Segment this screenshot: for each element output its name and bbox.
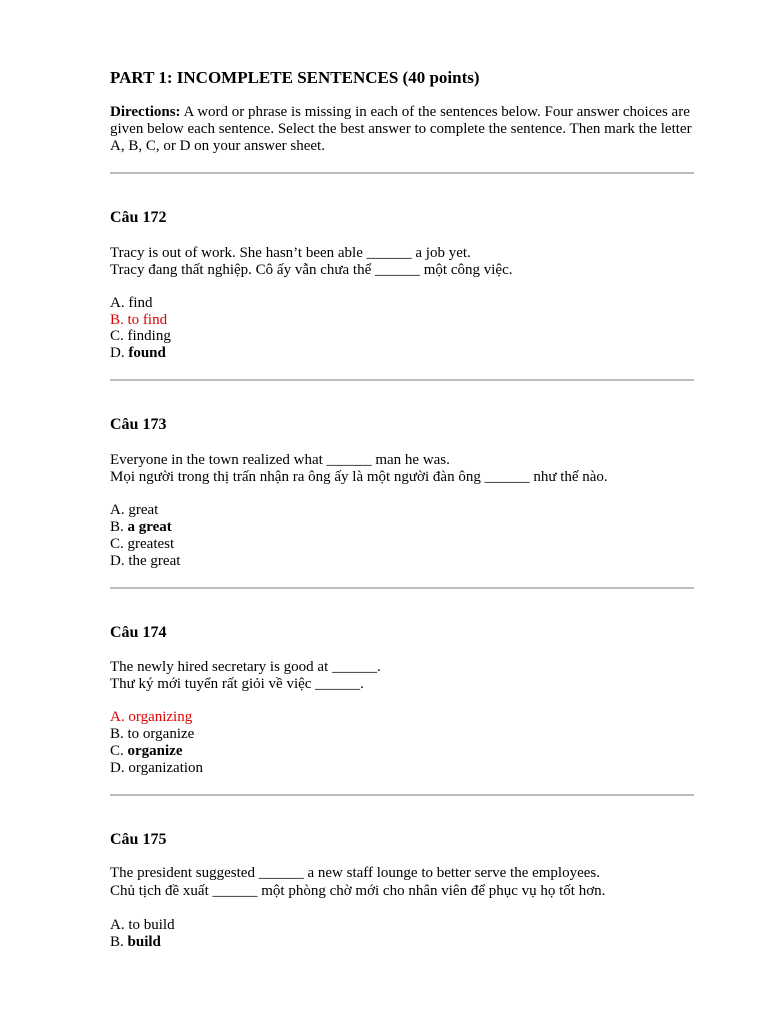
question-174-option-c: C. organize <box>110 743 183 759</box>
question-173-option-b: B. a great <box>110 519 172 535</box>
question-175-vietnamese: Chủ tịch đề xuất ______ một phòng chờ mới cho nhân viên để phục vụ họ tốt hơn. <box>110 883 606 899</box>
question-174-english: The newly hired secretary is good at ______. <box>110 659 381 675</box>
question-173-vietnamese: Mọi người trong thị trấn nhận ra ông ấy là một người đàn ông ______ như thế nào. <box>110 469 608 485</box>
question-174-option-d: D. organization <box>110 760 204 776</box>
question-175-heading: Câu 175 <box>110 831 167 848</box>
question-173-option-a: A. great <box>110 502 159 518</box>
question-172-english: Tracy is out of work. She hasn’t been able ______ a job yet. <box>110 245 471 261</box>
section-divider <box>110 379 694 381</box>
question-174-option-a: A. organizing <box>110 709 193 725</box>
question-174-option-b: B. to organize <box>110 726 195 742</box>
question-173-option-c: C. greatest <box>110 536 175 552</box>
question-172-option-b: B. to find <box>110 312 168 328</box>
section-divider <box>110 587 694 589</box>
directions-label: Directions: <box>110 104 181 120</box>
question-173-english: Everyone in the town realized what ______ man he was. <box>110 452 450 468</box>
directions-paragraph <box>110 104 700 155</box>
section-divider <box>110 794 694 796</box>
question-172-option-d: D. found <box>110 345 166 361</box>
directions-text: A word or phrase is missing in each of the sentences below. Four answer choices are given below each sentence. Select the best answer to complete the sentence. Then mark the letter A, B, C, or D on your answer sheet. <box>110 104 692 154</box>
question-174-vietnamese: Thư ký mới tuyển rất giỏi về việc ______. <box>110 676 364 692</box>
question-172-heading: Câu 172 <box>110 209 167 226</box>
question-174-heading: Câu 174 <box>110 624 167 641</box>
question-175-option-b: B. build <box>110 934 161 950</box>
section-divider <box>110 172 694 174</box>
question-172-vietnamese: Tracy đang thất nghiệp. Cô ấy vẫn chưa thể ______ một công việc. <box>110 262 513 278</box>
question-175-english: The president suggested ______ a new staff lounge to better serve the employees. <box>110 865 600 881</box>
question-175-option-a: A. to build <box>110 917 175 933</box>
question-172-option-c: C. finding <box>110 328 171 344</box>
question-172-option-a: A. find <box>110 295 153 311</box>
question-173-option-d: D. the great <box>110 553 181 569</box>
question-173-heading: Câu 173 <box>110 416 167 433</box>
part-title: PART 1: INCOMPLETE SENTENCES (40 points) <box>110 68 480 87</box>
